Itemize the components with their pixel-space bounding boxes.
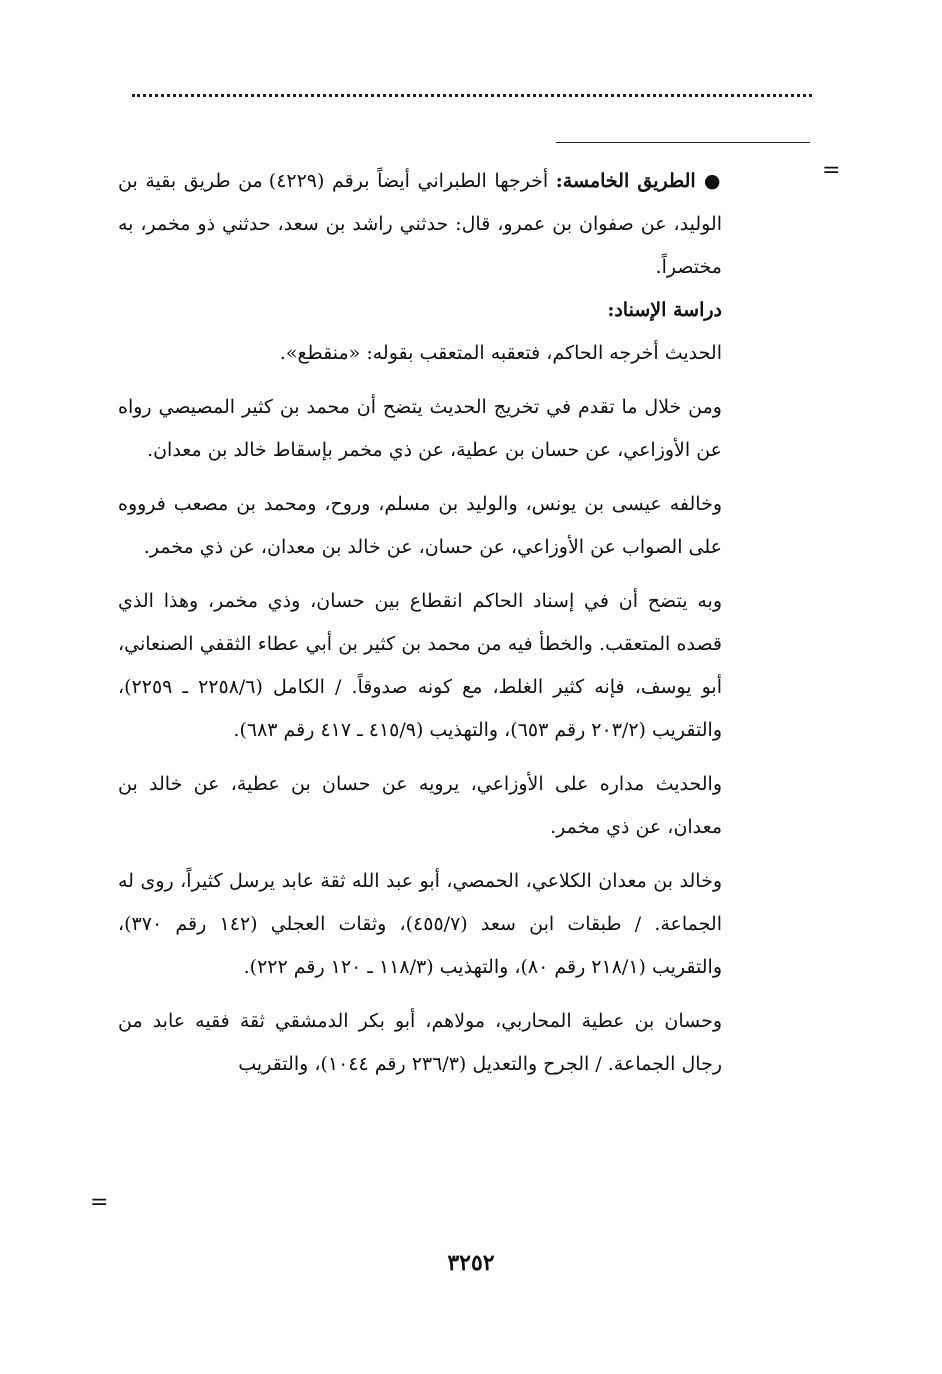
paragraph-4: وبه يتضح أن في إسناد الحاكم انقطاع بين حسان، وذي مخمر، وهذا الذي قصده المتعقب. والخطأ فيه من محمد بن كثير بن أبي عطاء الثقفي الصنعاني، أبو يوسف، فإنه كثير الغلط، مع كونه صدوقاً. / الكامل (٢٢٥٨/٦ ـ ٢٢٥٩)، والتقريب (٢٠٣/٢ رقم ٦٥٣)، والتهذيب (٤١٥/٩ ـ ٤١٧ رقم ٦٨٣). (118, 590, 722, 741)
page-content (118, 160, 722, 1086)
continuation-mark-bottom: = (90, 1190, 109, 1215)
header-rule (556, 142, 810, 143)
study-heading: دراسة الإسناد: (607, 299, 722, 321)
paragraph-2: ومن خلال ما تقدم في تخريج الحديث يتضح أن محمد بن كثير المصيصي رواه عن الأوزاعي، عن حسان بن عطية، عن ذي مخمر بإسقاط خالد بن معدان. (118, 396, 722, 461)
paragraph-7: وحسان بن عطية المحاربي، مولاهم، أبو بكر الدمشقي ثقة فقيه عابد من رجال الجماعة. / الجرح والتعديل (٢٣٦/٣ رقم ١٠٤٤)، والتقريب (118, 1010, 722, 1075)
dotted-separator (132, 94, 812, 97)
continuation-mark-top: = (822, 158, 841, 183)
paragraph-6: وخالد بن معدان الكلاعي، الحمصي، أبو عبد الله ثقة عابد يرسل كثيراً، روى له الجماعة. / طبقات ابن سعد (٤٥٥/٧)، وثقات العجلي (١٤٢ رقم ٣٧٠)، والتقريب (٢١٨/١ رقم ٨٠)، والتهذيب (١١٨/٣ ـ ١٢٠ رقم ٢٢٢). (118, 870, 722, 978)
paragraph-1: الحديث أخرجه الحاكم، فتعقبه المتعقب بقوله: «منقطع». (279, 342, 722, 364)
fifth-route-lead: ● الطريق الخامسة: (555, 170, 722, 192)
page-number: ٣٢٥٢ (447, 1250, 495, 1276)
fifth-route-text: أخرجها الطبراني أيضاً برقم (٤٢٢٩) من طريق بقية بن الوليد، عن صفوان بن عمرو، قال: حدثني راشد بن سعد، حدثني ذو مخمر، به مختصراً. (118, 170, 722, 278)
paragraph-5: والحديث مداره على الأوزاعي، يرويه عن حسان بن عطية، عن خالد بن معدان، عن ذي مخمر. (118, 773, 722, 838)
paragraph-fifth-route (118, 160, 722, 289)
paragraph-3: وخالفه عيسى بن يونس، والوليد بن مسلم، وروح، ومحمد بن مصعب فرووه على الصواب عن الأوزاعي، عن حسان، عن خالد بن معدان، عن ذي مخمر. (118, 493, 722, 558)
